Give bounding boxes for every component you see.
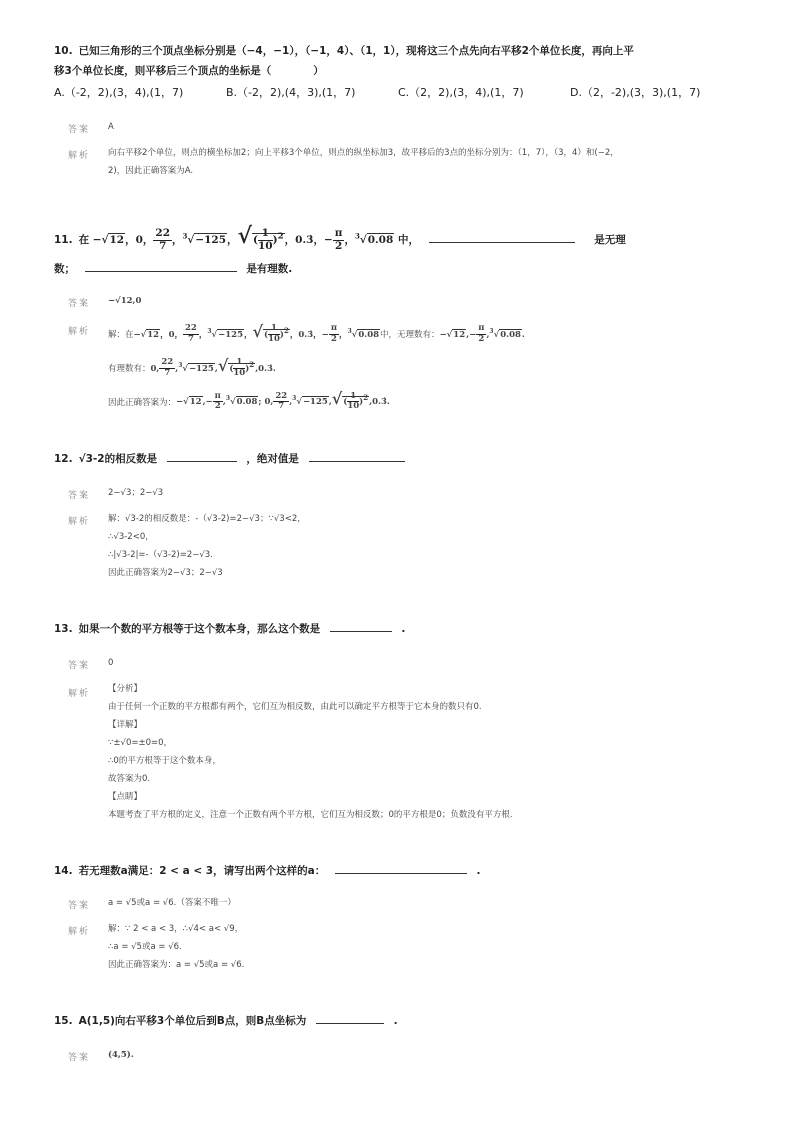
question-number: 12. [54,453,73,465]
analysis-label: 解析 [68,927,91,937]
question-10-line2 [54,60,754,82]
blank-answer[interactable] [335,861,467,874]
analysis-text: 解：∵ 2 < a < 3，∴√4< a< √9， ∴a = √5或a = √6. 因此正确答案为：a = √5或a = √6. [108,924,245,970]
question-11-line2: 数； 是有理数. [54,258,754,280]
answer-label: 答案 [68,299,91,309]
answer-text: (4,5). [108,1050,134,1060]
answer-label: 答案 [68,901,91,911]
answer-text: A [108,122,114,132]
analysis-text: 解：√3-2的相反数是：-（√3-2)=2−√3；∵√3<2， ∴√3-2<0， ∴|√3-2|=-（√3-2)=2−√3. 因此正确答案为2−√3；2−√3 [108,514,306,578]
question-10 [54,40,754,62]
analysis-label: 解析 [68,151,91,161]
question-number: 10. [54,45,73,57]
question-text: 移3个单位长度，则平移后三个顶点的坐标是（ ） [54,65,324,77]
option-d[interactable]: D.（2，-2),(3，3),(1，7) [570,86,701,99]
question-11: 11. 在 −√12，0， $\frac{22}{7}$ ，$^3$√−125，√( $\frac{1}{10}$ )$^2$，0.3̇，− $\frac{\pi}{2}$ ，$^3$√0.08 中， 是无理 [54,223,626,252]
question-number: 11. [54,234,73,246]
blank-opposite[interactable] [167,449,237,462]
question-13: 13. 如果一个数的平方根等于这个数本身，那么这个数是 . [54,618,754,640]
option-a[interactable]: A.（-2，2),(3，4),(1，7) [54,86,184,99]
answer-label: 答案 [68,125,91,135]
answer-label: 答案 [68,491,91,501]
analysis-label: 解析 [68,689,91,699]
math-expression: −√12，0， $\frac{22}{7}$ ，$^3$√−125，√( $\frac{1}{10}$ )$^2$，0.3̇，− $\frac{\pi}{2}$ ，$^3$√0.08 [92,223,394,252]
question-number: 14. [54,865,73,877]
answer-label: 答案 [68,661,91,671]
blank-rational[interactable] [85,259,237,272]
blank-answer[interactable] [316,1011,384,1024]
analysis-text: 【分析】 由于任何一个正数的平方根都有两个，它们互为相反数，由此可以确定平方根等于它本身的数只有0. 【详解】 ∵±√0=±0=0， ∴0的平方根等于这个数本身， 故答案为0. 【点睛】 本题考查了平方根的定义，注意一个正数有两个平方根，它们互为相反数；0的平方根是0；负数没有平方根. [108,684,513,820]
blank-absolute[interactable] [309,449,405,462]
answer-text: 0 [108,658,114,668]
question-12: 12. √3-2的相反数是 ，绝对值是 [54,448,754,470]
question-text: 已知三角形的三个顶点坐标分别是（−4，−1），（−1，4）、（1，1），现将这三个点先向右平移2个单位长度，再向上平 [78,45,634,57]
question-15: 15. A(1,5)向右平移3个单位后到B点，则B点坐标为 . [54,1010,754,1032]
answer-label: 答案 [68,1053,91,1063]
analysis-text: 向右平移2个单位，则点的横坐标加2；向上平移3个单位，则点的纵坐标加3，故平移后的3点的坐标分别为：（1，7），（3，4）和(−2， 2)，因此正确答案为A. [108,148,619,176]
option-c[interactable]: C.（2，2),(3，4),(1，7) [398,86,524,99]
answer-text: a = √5或a = √6.（答案不唯一） [108,898,236,908]
analysis-label: 解析 [68,517,91,527]
option-b[interactable]: B.（-2，2),(4，3),(1，7) [226,86,356,99]
question-number: 15. [54,1015,73,1027]
analysis-text: 解：在−√12，0， $\frac{22}{7}$ ，$^3$√−125，√( $\frac{1}{10}$ )$^2$，0.3̇，− $\frac{\pi}{2}$ ，$^3$√0.08中，无理数有：−√12,− $\frac{\pi}{2}$ ,$^3$√0.08. 有理数有：0, $\frac{22}{7}$ ,$^3$√−125,√( $\frac{1}{10}$ )$^2$,0.3̇. 因此正确答案为：−√12,− $\frac{\pi}{2}$ ,$^3$√0.08; 0, $\frac{22}{7}$ ,$^3$√−125,√( $\frac{1}{10}$ )$^2$,0.3̇. [108,321,525,412]
blank-irrational[interactable] [429,230,575,243]
answer-text: 2−√3；2−√3 [108,488,164,498]
question-number: 13. [54,623,73,635]
blank-answer[interactable] [330,619,392,632]
answer-text: −√12,0 [108,296,142,306]
question-14: 14. 若无理数a满足：2 < a < 3，请写出两个这样的a： . [54,860,754,882]
analysis-label: 解析 [68,327,91,337]
question-text: 在 [78,234,90,246]
